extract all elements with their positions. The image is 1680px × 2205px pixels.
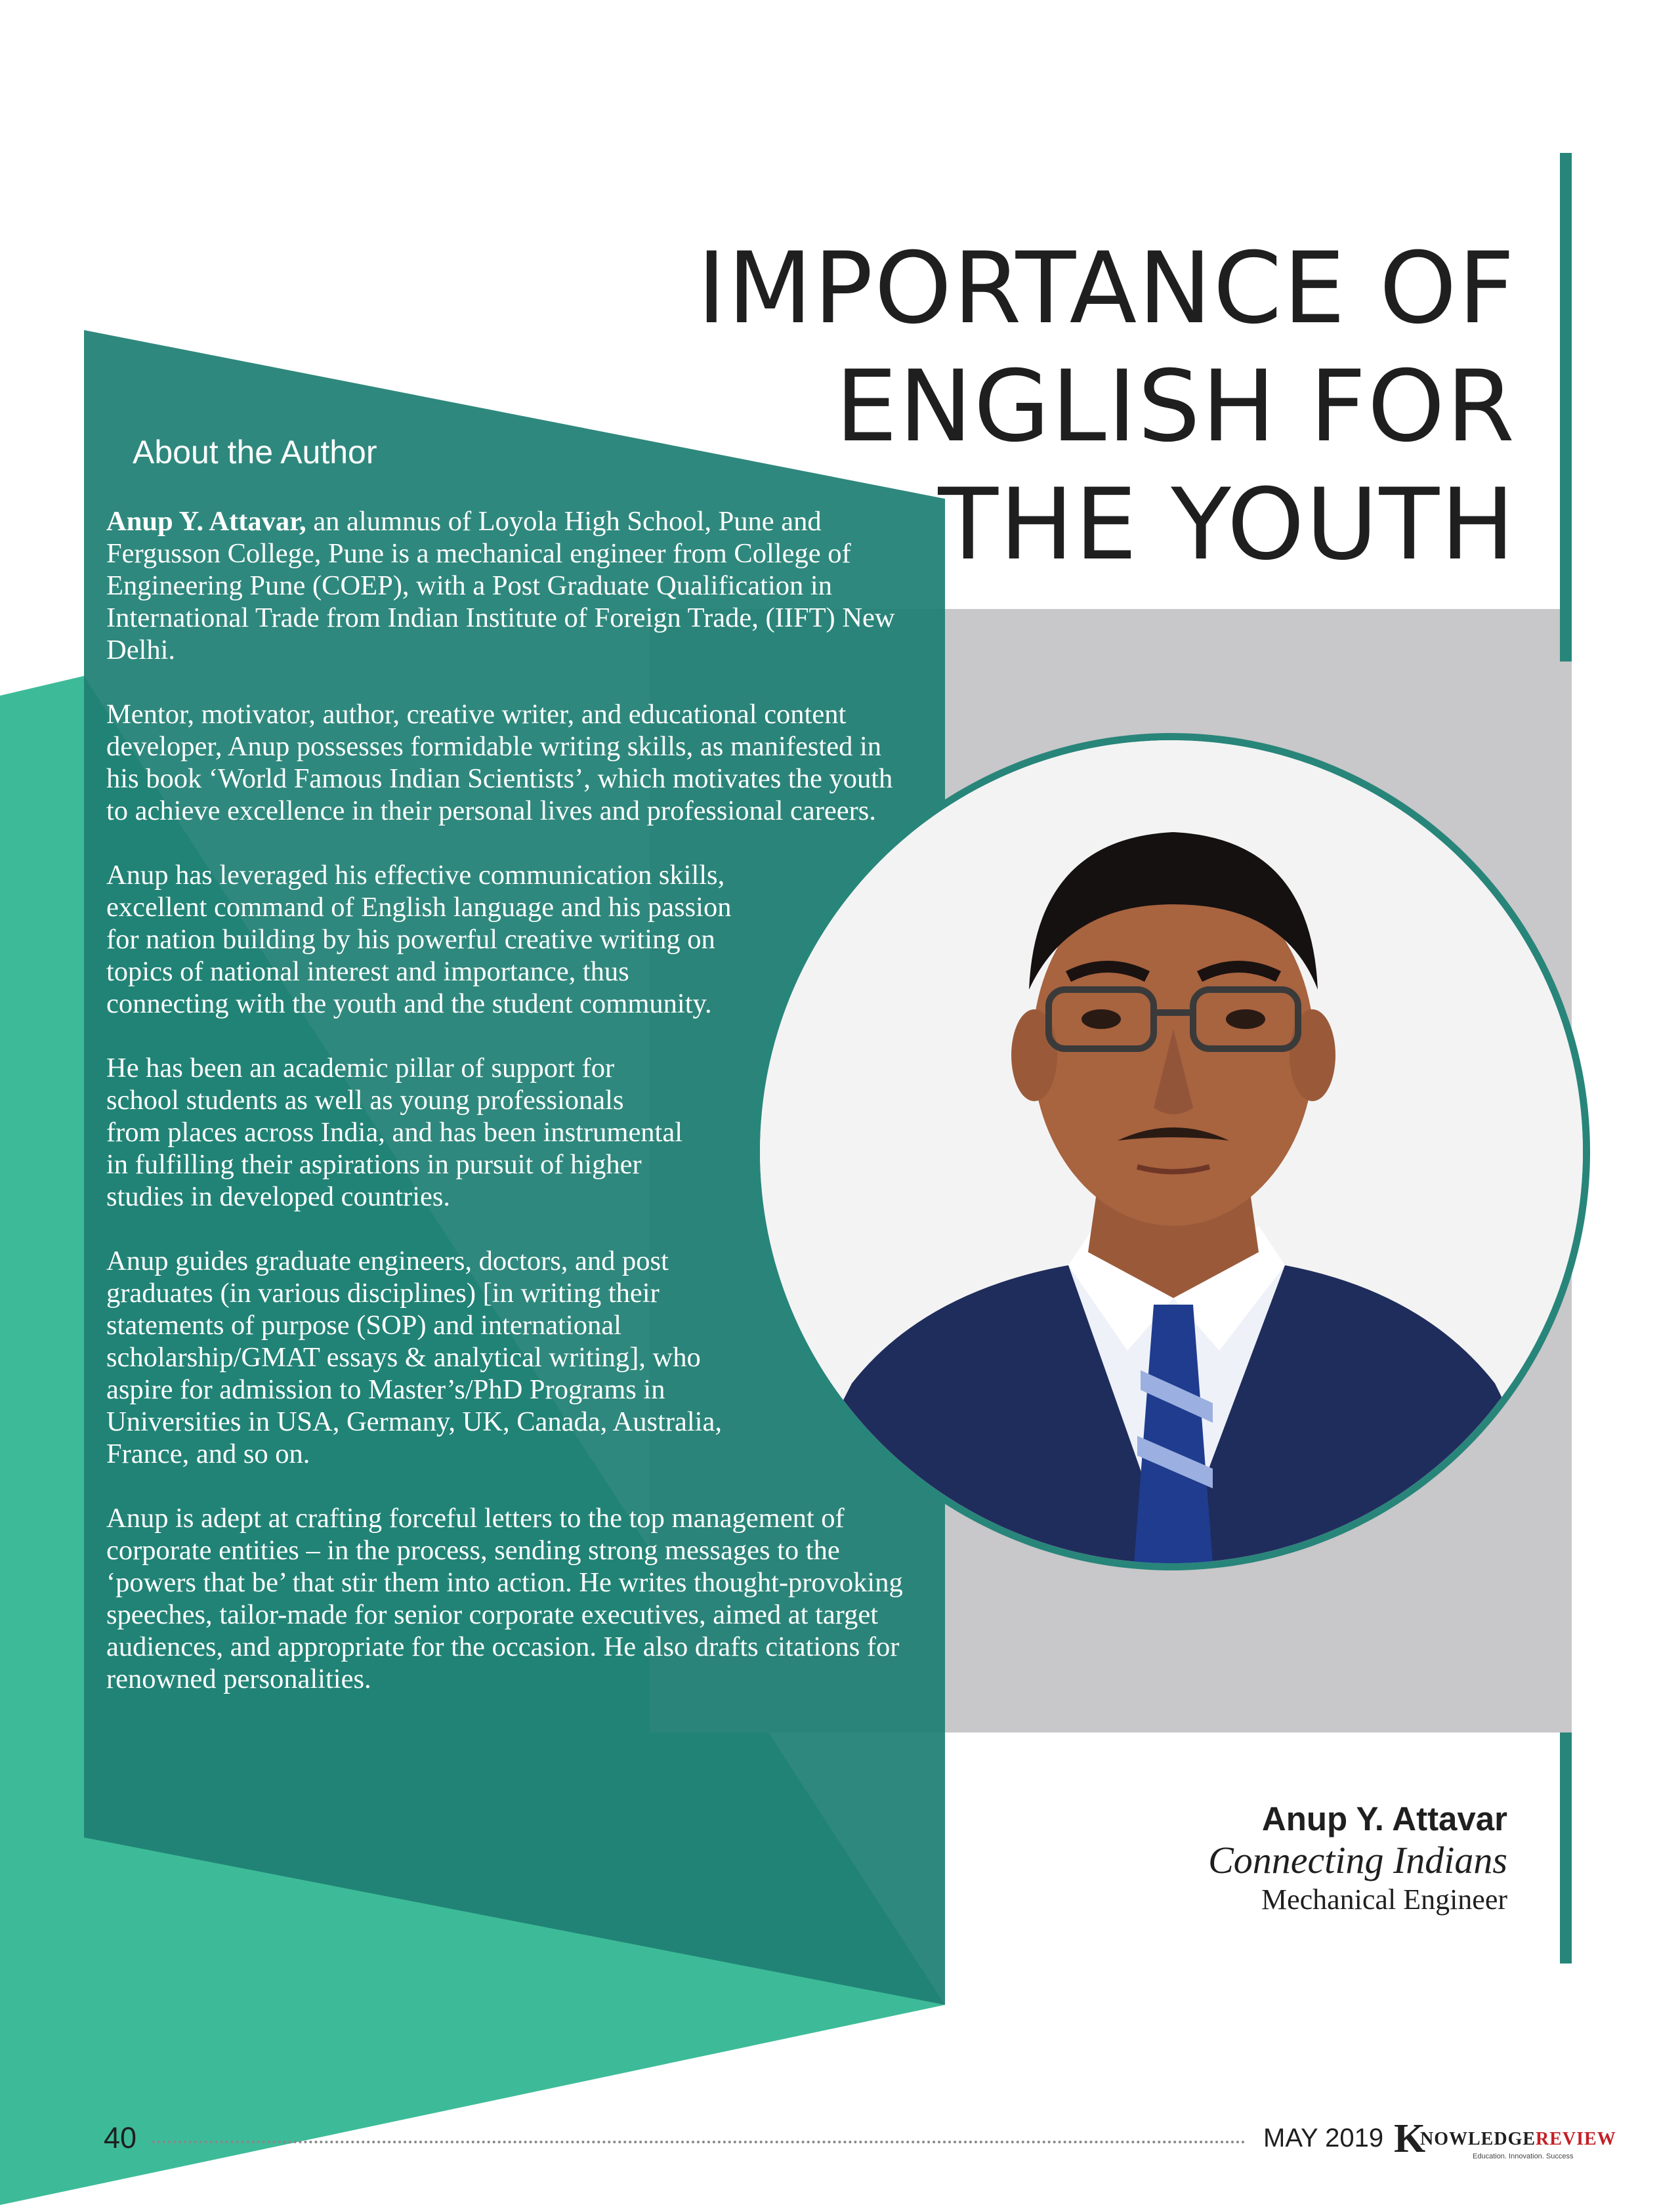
bio-paragraph-2: Mentor, motivator, author, creative writer, and educational content developer, Anup possesses formidable writing skills, as manifested in his book ‘World Famous Indian Scientists’, which motivates the youth to achieve excellence in their personal lives and professional careers. — [106, 699, 893, 826]
signature-name: Anup Y. Attavar — [1261, 1800, 1507, 1838]
footer-dotted-line — [152, 2141, 1246, 2143]
signature-role: Mechanical Engineer — [1261, 1883, 1507, 1916]
page-number: 40 — [104, 2121, 137, 2154]
author-signature — [1208, 1799, 1507, 1918]
signature-organization: Connecting Indians — [1208, 1839, 1507, 1881]
bio-paragraph-5: Anup guides graduate engineers, doctors, and post graduates (in various disciplines) [in writing their statements of purpose (SOP) and international scholarship/GMAT essays & analytical writing], who aspire for admission to Master’s/PhD Programs in Universities in USA, Germany, UK, Canada, Australia, France, and so on. — [106, 1246, 722, 1469]
issue-date: MAY 2019 — [1263, 2124, 1384, 2152]
logo-word-dark: NOWLEDGE — [1420, 2129, 1536, 2149]
logo-k-mark: K — [1394, 2116, 1426, 2161]
title-line-1: IMPORTANCE OF — [697, 232, 1516, 346]
bio-paragraph-3: Anup has leveraged his effective communication skills, excellent command of English language and his passion for nation building by his powerful creative writing on topics of national interest and importance, thus connecting with the youth and the student community. — [106, 860, 732, 1019]
logo-wordmark — [1420, 2129, 1616, 2150]
knowledge-review-logo — [1394, 2116, 1616, 2164]
bio-paragraph-1-text: an alumnus of Loyola High School, Pune and Fergusson College, Pune is a mechanical engineer from College of Engineering Pune (COEP), with a Post Graduate Qualification in International Trade from Indian Institute of Foreign Trade, (IIFT) New Delhi. — [106, 506, 895, 665]
portrait-illustration — [760, 740, 1583, 1563]
logo-word-red: REVIEW — [1536, 2129, 1616, 2149]
portrait-photo — [760, 740, 1583, 1563]
title-line-2: ENGLISH FOR — [835, 350, 1516, 464]
about-heading: About the Author — [133, 434, 377, 471]
bottom-accent-rule — [1560, 1732, 1572, 1964]
bio-paragraph-4: He has been an academic pillar of support for school students as well as young professionals from places across India, and has been instrumental in fulfilling their aspirations in pursuit of higher studies in developed countries. — [106, 1053, 683, 1212]
bio-paragraph-6: Anup is adept at crafting forceful letters to the top management of corporate entities – in the process, sending strong messages to the ‘powers that be’ that stir them into action. He writes thought-provoking speeches, tailor-made for senior corporate executives, aimed at target audiences, and appropriate for the occasion. He also drafts citations for renowned personalities. — [106, 1503, 903, 1694]
bio-paragraph-1 — [106, 505, 910, 666]
top-accent-rule — [1560, 153, 1572, 662]
bio-author-name: Anup Y. Attavar, — [106, 506, 306, 537]
title-line-3: THE YOUTH — [938, 468, 1516, 582]
logo-tagline: Education. Innovation. Success — [1473, 2152, 1574, 2160]
